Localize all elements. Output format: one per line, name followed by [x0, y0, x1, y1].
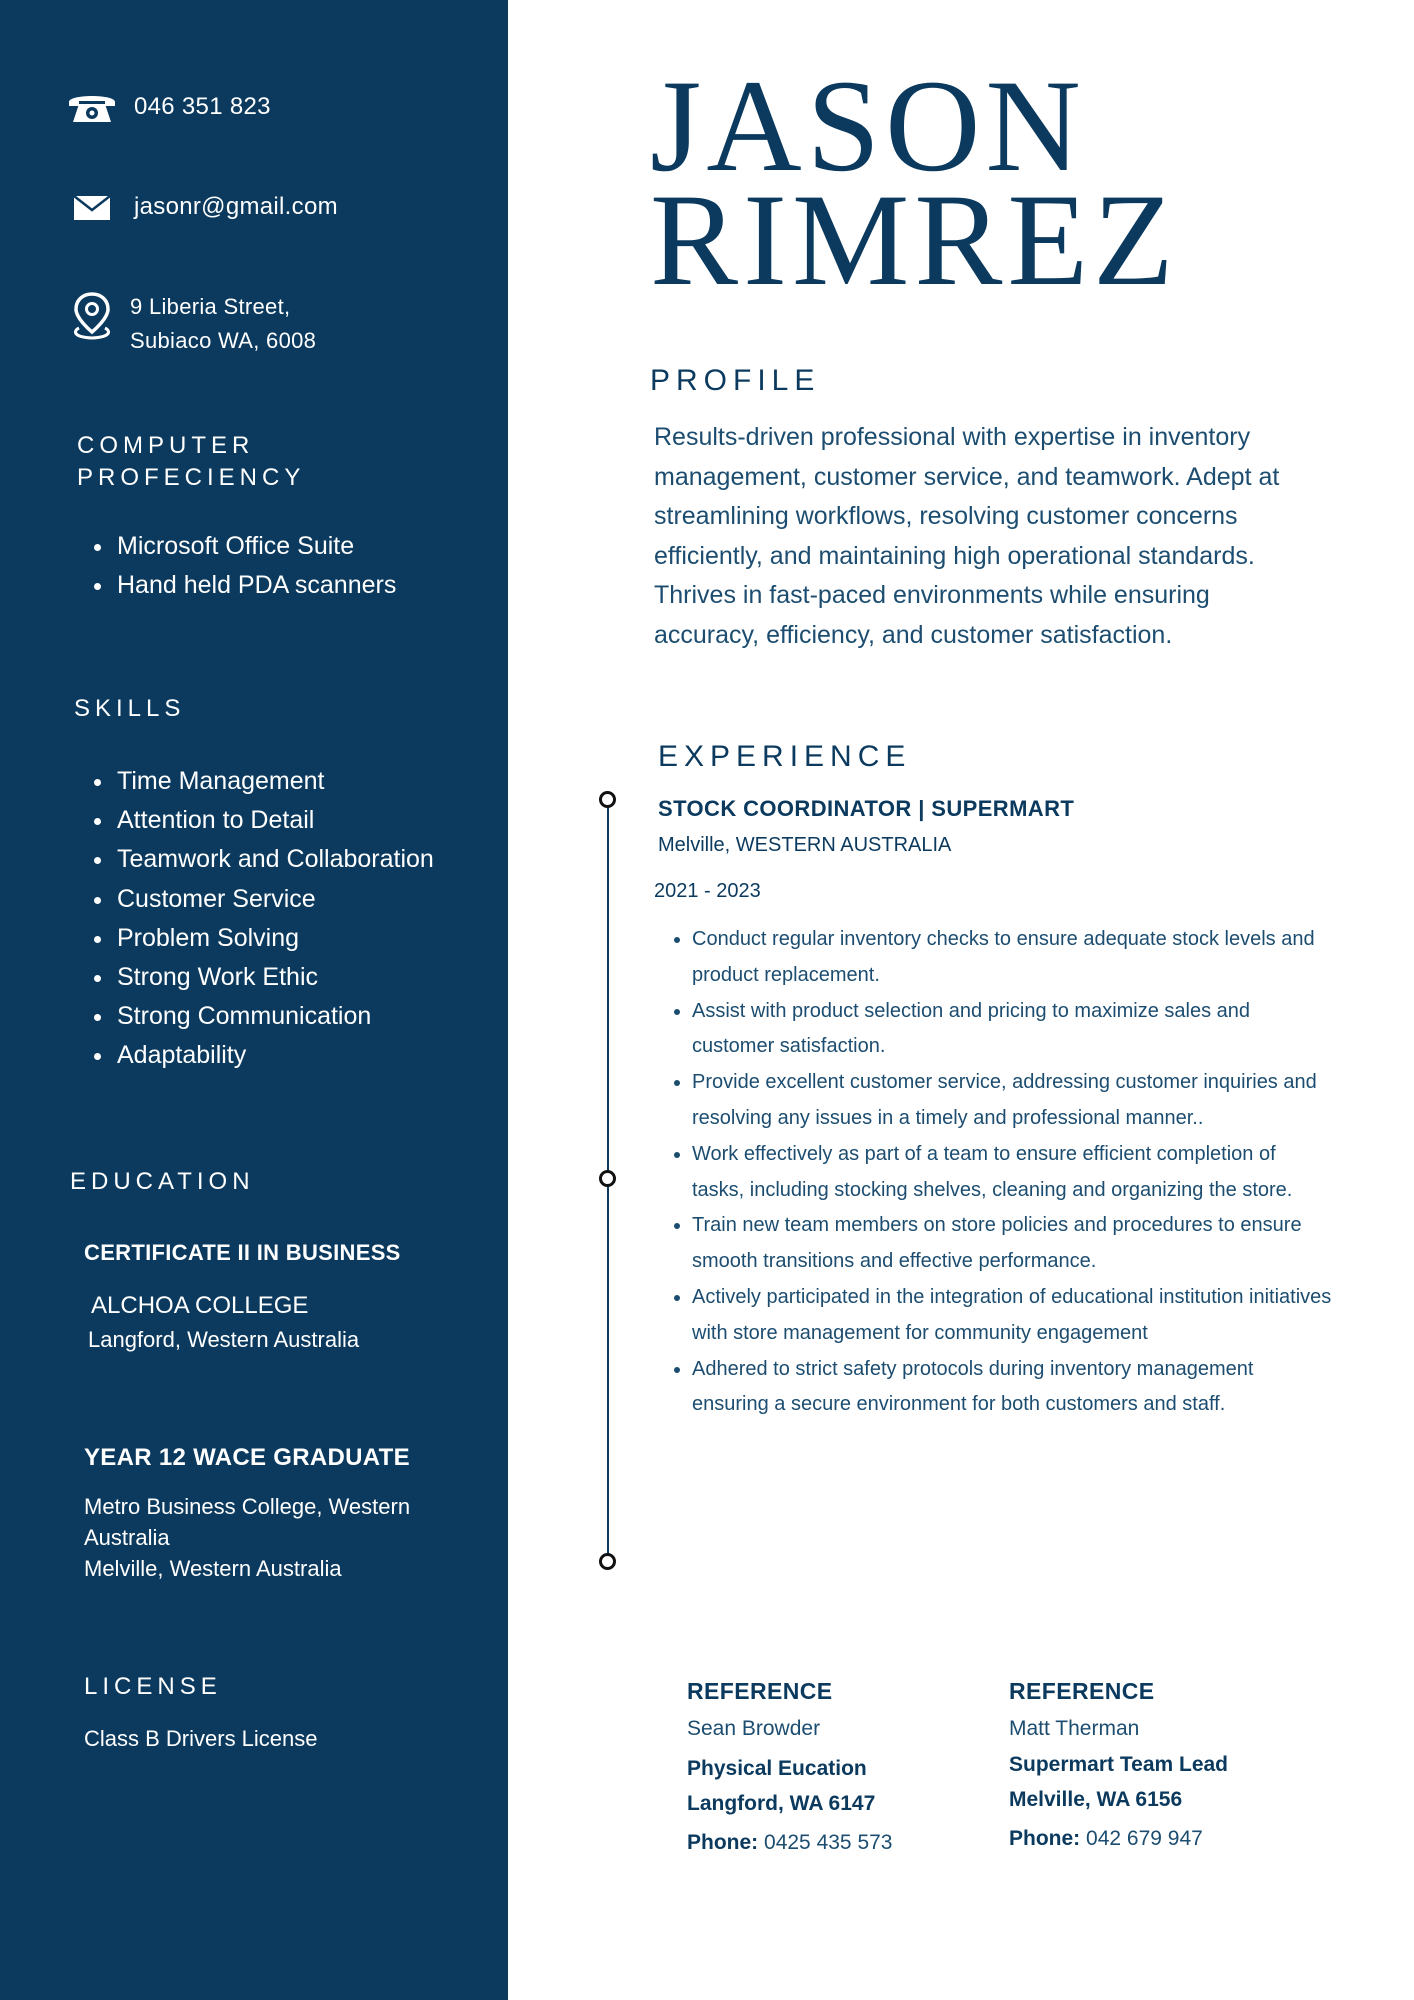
- envelope-icon: [64, 188, 120, 228]
- telephone-icon: [64, 88, 120, 128]
- skills-list: [83, 762, 434, 1076]
- list-item: • Customer Service: [115, 880, 434, 919]
- list-item: • Hand held PDA scanners: [115, 566, 396, 605]
- reference-phone: [687, 1831, 987, 1855]
- education-location-1: Langford, Western Australia: [88, 1327, 360, 1352]
- experience-heading: EXPERIENCE: [658, 740, 912, 773]
- education-heading: EDUCATION: [70, 1168, 255, 1195]
- phone-label: Phone:: [1009, 1827, 1081, 1850]
- education-title-2: YEAR 12 WACE GRADUATE: [84, 1444, 410, 1471]
- computer-heading-line-2: PROFECIENCY: [77, 464, 306, 491]
- list-item: • Teamwork and Collaboration: [115, 840, 434, 879]
- location-pin-icon: [64, 288, 120, 344]
- list-item: • Conduct regular inventory checks to ensure adequate stock levels and product replacement.: [692, 922, 1332, 994]
- reference-position: [687, 1751, 987, 1821]
- list-item: • Adhered to strict safety protocols during inventory management ensuring a secure environment for both customers and staff.: [692, 1352, 1332, 1424]
- education-school-2-line-1: Metro Business College, Western: [84, 1494, 411, 1519]
- contact-address: [64, 288, 316, 358]
- reference-heading: REFERENCE: [1009, 1678, 1155, 1704]
- contact-phone: [64, 88, 271, 128]
- reference-2: [1009, 1678, 1309, 1851]
- list-item: • Work effectively as part of a team to ensure efficient completion of tasks, including stocking shelves, cleaning and organizing the store.: [692, 1137, 1332, 1209]
- list-item: • Strong Work Ethic: [115, 958, 434, 997]
- sidebar: [0, 0, 508, 2000]
- reference-heading: REFERENCE: [687, 1678, 833, 1704]
- license-heading: LICENSE: [84, 1673, 222, 1700]
- job-location: Melville, WESTERN AUSTRALIA: [658, 834, 952, 856]
- reference-phone: [1009, 1827, 1309, 1851]
- timeline-dot: [599, 1553, 616, 1570]
- name-first: JASON: [650, 52, 1086, 199]
- list-item: • Provide excellent customer service, addressing customer inquiries and resolving any issues in a timely and professional manner..: [692, 1065, 1332, 1137]
- education-title-1: CERTIFICATE II IN BUSINESS: [84, 1240, 401, 1265]
- reference-position: [1009, 1747, 1309, 1817]
- email-address: jasonr@gmail.com: [134, 193, 338, 220]
- phone-label: Phone:: [687, 1831, 759, 1854]
- profile-text: Results-driven professional with expertise in inventory management, customer service, and teamwork. Adept at streamlining workflows, resolving customer concerns efficiently, and maintaining high operational standards. Thrives in fast-paced environments while ensuring accuracy, efficiency, and customer satisfaction.: [654, 423, 1280, 649]
- education-school-1: ALCHOA COLLEGE: [91, 1292, 309, 1319]
- contact-email: [64, 188, 338, 228]
- license-text: Class B Drivers License: [84, 1726, 318, 1751]
- name-last: RIMREZ: [650, 166, 1179, 313]
- list-item: • Time Management: [115, 762, 434, 801]
- timeline-dot: [599, 1170, 616, 1187]
- reference-1: [687, 1678, 987, 1855]
- address-line-1: 9 Liberia Street,: [130, 294, 291, 319]
- education-location-2: Melville, Western Australia: [84, 1556, 342, 1581]
- job-dates: 2021 - 2023: [654, 880, 761, 902]
- list-item: • Strong Communication: [115, 997, 434, 1036]
- list-item: • Actively participated in the integration of educational institution initiatives with store management for community engagement: [692, 1280, 1332, 1352]
- skills-heading: SKILLS: [74, 695, 186, 722]
- address-line-2: Subiaco WA, 6008: [130, 328, 317, 353]
- job-title: STOCK COORDINATOR | SUPERMART: [658, 796, 1075, 821]
- list-item: • Train new team members on store policies and procedures to ensure smooth transitions and effective performance.: [692, 1208, 1332, 1280]
- phone-value: 0425 435 573: [764, 1831, 893, 1854]
- list-item: • Attention to Detail: [115, 801, 434, 840]
- reference-position-title: Physical Eucation: [687, 1757, 867, 1780]
- reference-name: Matt Therman: [1009, 1717, 1140, 1740]
- reference-position-title: Supermart Team Lead: [1009, 1753, 1229, 1776]
- phone-value: 042 679 947: [1086, 1827, 1203, 1850]
- list-item: • Adaptability: [115, 1036, 434, 1075]
- computer-proficiency-heading: [77, 430, 305, 494]
- list-item: • Microsoft Office Suite: [115, 527, 396, 566]
- reference-name: Sean Browder: [687, 1717, 821, 1740]
- phone-number: 046 351 823: [134, 93, 271, 120]
- education-school-2-line-2: Australia: [84, 1525, 170, 1550]
- computer-proficiency-list: [83, 527, 396, 605]
- job-bullets: [654, 922, 1332, 1423]
- main-content: [508, 0, 1414, 2000]
- timeline-dot: [599, 791, 616, 808]
- profile-heading: PROFILE: [650, 364, 821, 397]
- computer-heading-line-1: COMPUTER: [77, 432, 255, 459]
- list-item: • Problem Solving: [115, 919, 434, 958]
- list-item: • Assist with product selection and pricing to maximize sales and customer satisfaction.: [692, 994, 1332, 1066]
- reference-place: Melville, WA 6156: [1009, 1788, 1183, 1811]
- reference-place: Langford, WA 6147: [687, 1792, 876, 1815]
